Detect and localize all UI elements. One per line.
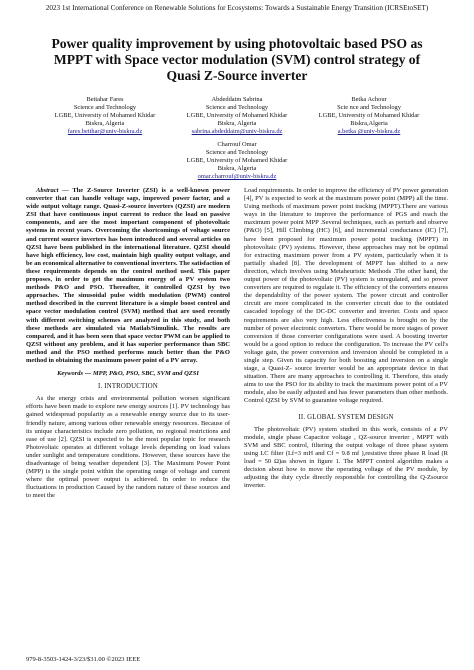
author-email-link[interactable]: sabrina.abdeddaim@univ-biskra.dz [191, 128, 283, 135]
copyright-footer: 979-8-3503-1424-3/23/$31.00 ©2023 IEEE [26, 656, 141, 663]
abstract-lead: Abstract [36, 187, 59, 194]
right-column [244, 187, 448, 490]
keywords-line: Keywords --- MPP, P&O, PSO, SBC, SVM and QZSI [57, 370, 199, 378]
author-block-3 [294, 96, 444, 136]
author-name: Betka Achour [351, 96, 387, 103]
author-name: Abdeddaim Sabrina [211, 96, 263, 103]
left-column [26, 187, 230, 500]
abstract-paragraph [26, 187, 230, 365]
author-email-link[interactable]: a.betka @univ-biskra.dz [337, 128, 401, 135]
introduction-paragraph: As the energy crisis and environmental pollution worsen significant efforts have been made to explore new energy sources [1]. PV technology has gained widespread popularity as a renewable energy source due to its user-friendly nature, among various other renewable energy resources. Because of its unique characteristics include zero pollution, no regional restrictions and ease of use [2]. QZSI is expected to be the most popular topic for research Photovoltaic operates at different voltage levels depending on load values under sunlight and temperature conditions. However, these sources have the disadvantage of being weather dependent [3]. The Maximum Power Point (MPP) is the single point within the operating range of voltage and current where the optimal power output is achieved. In order to reduce the fluctuations in production Caused by the random nature of these sources and to meet the [26, 395, 230, 500]
section-heading-introduction: I. INTRODUCTION [97, 383, 158, 391]
author-name: Charrouf Omar [217, 141, 257, 148]
author-lab: LGBE, University of Mohamed Khidar [54, 112, 156, 119]
author-email-link[interactable]: fares.betthar@univ-biskra.dz [67, 128, 143, 135]
author-name: Bettahar Fares [86, 96, 124, 103]
author-block-4 [162, 141, 312, 181]
author-city: Biskra, Algeria [217, 120, 257, 127]
author-block-1 [30, 96, 180, 136]
abstract-text: — The Z-Source Inverter (ZSI) is a well-known power converter that can handle voltage sags, improved power factor, and a wide output voltage range. Quasi-Z-source inverters (QZSI) are modern ZSI that have continuous input current to reduce the load on passive components, and are the most important component of photovoltaic systems in recent years. Overcoming the shortcomings of voltage source and current source inverters has been introduced and several articles on QZSI have been published in the international literature. QZSI should have high efficiency, low cost, maintain high quality output voltage, and be an economical alternative to conventional inverters. The satisfaction of these requirements depends on the control method used. This paper proposes, in order to get the maximum energy of a PV system two methods P&O and PSO. Thereafter, it controlled QZSI by two approaches. The sinusoidal pulse width modulation (PWM) control method described in the current literature is a simple boost control and space vector modulation control (SVM) method that are used recently with different switching schemes are analyzed in this study, and both these methods are simulated via Matlab/Simulink. The results are compared, and it has been seen that space vector PWM can be applied to QZSI without any problem, and it has superior performance than SBC method and the PSO method performs much better than the P&O method in obtaining the maximum power point of a PV array. [26, 187, 230, 364]
author-lab: LGBE, University of Mohamed Khidar [186, 157, 288, 164]
system-design-paragraph: The photovoltaic (PV) system studied in this work, consists of a PV module, single phase Capacitor voltage , QZ-source inverter , MPPT with SVM and SBC control, filtering the output voltage of three phase system using LC filter (Lf=3 mH and Cf = 9.8 mf ),resistive three phase R load (R load = 50 Ω)as shown in figure 1. The MPPT control algorithm makes a decision about how to move the operating voltage of the PV module, by adjusting the duty cycle directly responsible for controlling the Q-Zsource inverter. [244, 425, 448, 490]
author-city: Biskra, Algeria [217, 165, 257, 172]
author-block-2 [162, 96, 312, 136]
conference-header: 2023 1st International Conference on Renewable Solutions for Ecosystems: Towards a Sustainable Energy Transition (ICRSEtoSET) [45, 4, 429, 12]
author-email-link[interactable]: omar.charrouf@univ-biskra.dz [197, 173, 277, 180]
section-heading-global-system-design: II. GLOBAL SYSTEM DESIGN [298, 413, 394, 421]
right-paragraph: Load requirements. In order to improve the efficiency of PV power generation [4], PV is expected to work at the maximum power point (MPP) all the time. Using methods of maximum power point tracking (MPPT).There are various ways in the literature to improve the performance of PGS and reach the maximum power point MPP .Several techniques, such as perturb and observe (P&O) [5], Hill Climbing (HC) [6], and incremental conductance (IC) [7], have been proposed for maximum power point tracking (MPPT) in photovoltaic (PV) systems. However, these approaches may not be optimal for extracting maximum power from a PV system, particularly when it is partially shaded [8]. The development of MPPT has shifted to a new direction, which involves using Metaheuristic Methods .The other hand, the output power of the photovoltaic (PV) system is unregulated, and so power converters are required to regulate it. The efficiency of the converters ensures the dependability of the power system. The power circuit and controller circuit are more complicated in the converter circuit due to the outdated cascaded topology of the DC-DC converter and inverter. Costs and space requirements are also very high. Less effectiveness is brought on by the number of power electronic converters. There would be more stages of power conversion if those converter configurations were used. A boosting inverter would be a good option to reduce the configuration. To increase the PV cell's voltage gain, the power conversion and inversion should be completed in a single step. Given its capacity for both boosting and inversion on a single stage, a Quasi-Z- source inverter would be an appropriate device in that situation. There are many approaches to controlling it. Therefore, this study aims to use the PSO for its ability to track the maximum power point of a PV module, also be easily adjusted and has fewer parameters than other methods. Control QZSI by SVM to guarantee voltage required. [244, 187, 448, 405]
paper-title: Power quality improvement by using photovoltaic based PSO as MPPT with Space vector modulation (SVM) control strategy of Quasi Z-Source inverter [51, 36, 423, 83]
author-dept: Scie nce and Technology [337, 104, 401, 111]
author-dept: Science and Technology [205, 149, 269, 156]
author-dept: Science and Technology [205, 104, 269, 111]
author-city: Biskra,Algeria [350, 120, 388, 127]
author-lab: LGBE, University of Mohamed Khidar [318, 112, 420, 119]
author-lab: LGBE, University of Mohamed Khidar [186, 112, 288, 119]
author-city: Biskra, Algeria [85, 120, 125, 127]
author-dept: Science and Technology [73, 104, 137, 111]
